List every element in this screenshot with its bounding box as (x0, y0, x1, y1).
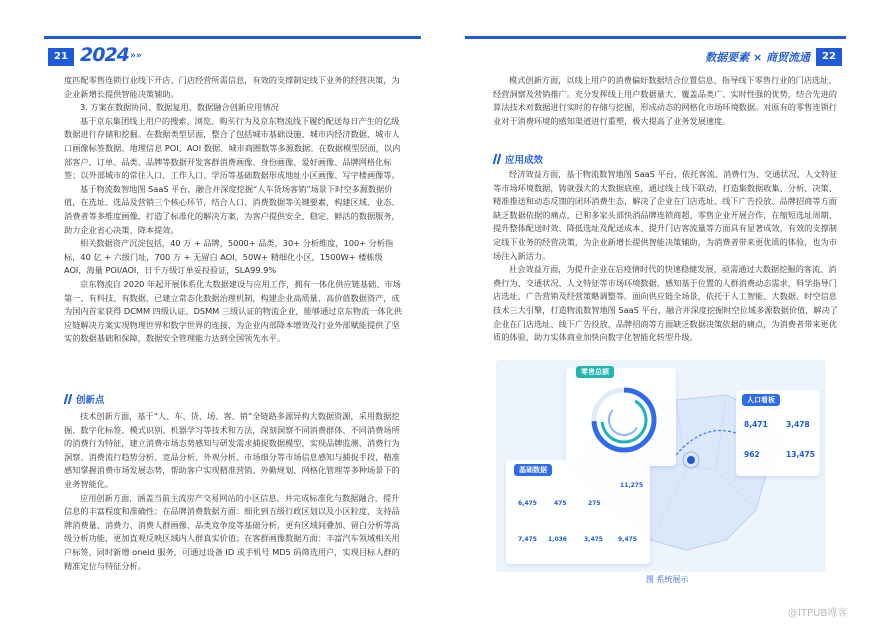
figure-caption: 图 系统展示 (646, 575, 689, 584)
donut-chart (566, 368, 676, 466)
page-number: 22 (816, 48, 842, 66)
kpi-value: 6,475 (518, 500, 537, 507)
paragraph: 技术创新方面，基于“人、车、货、场、客、销”全链路多源异构大数据资源，采用数据挖掘、数字化标签、模式识别、机器学习等技术和方法，深刻洞察不同消费群体、不同消费场所的消费行为特征，建立消费市场态势感知与研发需求捕捉数据模型，实现品牌监测、消费行为洞察、消费流行趋势分析、竞品分析、外观分析、市场细分等市场信息感知与捕捉手段，精准感知掌握消费市场发展态势，帮助客户实现精准营销、外勤规划、网格化管理等多种场景下的业务智能化。 (64, 411, 400, 489)
population-card (736, 390, 820, 476)
kpi-value: 7,475 (518, 536, 537, 543)
header-rule (465, 36, 846, 39)
slash-marker-icon (64, 394, 72, 404)
kpi-value: 13,475 (786, 450, 815, 459)
system-dashboard-figure (496, 360, 826, 572)
header-rule (44, 36, 421, 39)
retail-total-card (566, 368, 676, 466)
paragraph: 经济效益方面，基于物流数智地图 SaaS 平台，依托客流、消费行为、交通状况、人文特征等市场环境数据，铸就强大的大数据底座，通过线上线下联动，打造集数据收集、分析、决策、精准推送和动态反馈的闭环消费生态，解决了企业在门店选址、线下广告投放、品牌招商等方面缺乏数据依据的痛点，已和多家头部快消品牌连锁商超、零售企业开展合作，在缩短选址周期、提升整体配送时效、降低选址及配送成本、提升门店客流量等方面具有显著成效，有效的支撑制定线下业务的经营决策，为企业新增长提供智能决策辅助，为消费者带来更优质的体验，也为市场注入新活力。 (493, 169, 838, 261)
kpi-value: 3,475 (584, 536, 603, 543)
kpi-value: 275 (588, 500, 601, 507)
kpi-value: 475 (554, 500, 567, 507)
paragraph: 基于京东集团线上用户的搜索、浏览、购买行为及京东物流线下履约配送每日产生的亿级数据进行存储和挖掘。在数据类型层面，整合了包括城市基础设施、城市内经济数据、城市人口画像标签数据、地理信息 POI、AOI 数据、城市商圈数等多源数据。在数据模型层面，以内部客户、订单、品类、品牌等数据开发客群消费画像、身份画像、爱好画像、品牌网格化标签；以外部城市的常住人口、工作人口、学历等基础数据形成地址小区画像、写字楼画像等。 (64, 115, 401, 181)
section-heading-results: 应用成效 (493, 152, 543, 166)
card-title: 人口看板 (742, 394, 780, 406)
paragraph: 度匹配零售连锁行业线下开店、门店经营所需信息，有效的支撑制定线下业务的经营决策，为企业新增长提供智能决策辅助。 (64, 75, 400, 99)
location-pin-icon (687, 456, 695, 464)
kpi-value: 8,471 (744, 420, 768, 429)
body-text-block-1 (493, 74, 841, 128)
base-data-card (506, 460, 650, 564)
kpi-value: 9,475 (618, 536, 637, 543)
body-text-block-2 (64, 410, 404, 573)
paragraph: 相关数据资产沉淀包括，40 万 + 品牌，5000+ 品类，30+ 分析维度，100+ 分析指标，40 亿 + 六级门址，700 万 + 无留白 AOI，50W+ 精细化小区，1500W+ 楼栋级 AOI，海量 POI/AOI，日千万级订单妥投验证，SLA99.9% (64, 238, 394, 276)
card-title: 零售总额 (576, 366, 614, 378)
paragraph: 应用创新方面，涵盖当前主流房产交易网站的小区信息，并完成标准化与数据融合，提升信息的丰富程度和准确性；在品牌消费数据方面：细化到五级行政区划以及小区粒度，支持品牌消费量、消费力、消费人群画像、品类竞争度等基础分析，更有区域间叠加、留白分析等高级分析功能，更加直观反映区域内人群真实价值；在客群画像数据方面：丰富汽车领域相关用户标签，同时新增 oneid 服务，可通过设备 ID 或手机号 MD5 码筛选用户，实现目标人群的精准定位与特征分析。 (64, 492, 400, 571)
paragraph: 基于物流数智地图 SaaS 平台，融合并深度挖掘“人车货场客销”场景下时空多源数据价值，在选址、选品及营销三个核心环节，结合人口、消费数据等关键要素，构建区域、业态、消费者等多维度画像，打造了标准化的解决方案，为客户提供安全、稳定、鲜活的数据服务，助力企业省心决策、降本提效。 (64, 183, 400, 235)
page-number: 21 (48, 48, 74, 66)
kpi-value: 1,036 (548, 536, 567, 543)
slash-marker-icon (493, 154, 501, 164)
card-title: 基础数据 (514, 464, 552, 476)
kpi-value: 11,275 (620, 482, 644, 489)
body-text-block-1 (64, 74, 404, 346)
paragraph: 京东物流自 2020 年起开展体系化大数据建设与应用工作，拥有一体化供应链基础、市场第一、有科技、有数据，已建立常态化数据治理机制，构建企业高质量、高价值数据资产，成为国内首家获得 DCMM 四级认证、DSMM 三级认证的物流企业，能够通过京东物流一体化供应链解决方案实现物理世界和数字世界的连接，为企业内部降本增效及行业外部赋能提供了坚实的数据基础和保障，数据安全管理能力达到全国领先水平。 (64, 278, 402, 344)
watermark: @ITPUB博客 (788, 608, 848, 619)
kpi-value: 962 (744, 450, 760, 459)
paragraph: 模式创新方面，以线上用户的消费偏好数据结合位置信息，指导线下零售行业的门店选址、经营洞察及营销推广。充分发挥线上用户数据量大、覆盖品类广、实时性强的优势，结合先进的算法技术对数据进行实时的存储与挖掘，形成动态的网格化市场环境数据。对原有的零售连锁行业对于消费环境的感知渠道进行重塑，极大提高了业务发展速度。 (493, 75, 837, 126)
paragraph: 社会效益方面，为提升企业在后疫情时代的快速稳健发展，亟需通过大数据挖掘的客流、消费行为、交通状况、人文特征等市场环境数据，感知基于位置的人群消费动态需求，科学指导门店选址、广告营销及经营策略调整等。面向供应链全场景，依托于人工智能、大数据、时空信息技术三大引擎，打造物流数智地图 SaaS 平台，融合并深度挖掘时空位域多源数据价值，解决了企业在门店选址、线下广告投放、品牌招商等方面缺乏数据决策依据的痛点，为消费者带来更优质的体验，助力实体商业加快向数字化智能化转型升级。 (493, 264, 838, 343)
paragraph: 3. 方案在数据协同、数据复用、数据融合创新应用情况 (80, 102, 279, 113)
year-logo: 2024 (80, 44, 129, 66)
kpi-value: 3,478 (786, 420, 810, 429)
section-heading-innovation: 创新点 (64, 392, 105, 406)
body-text-block-2 (493, 168, 841, 345)
chevron-right-icon: »» (130, 51, 142, 61)
publication-title: 数据要素 × 商贸流通 (705, 51, 810, 64)
